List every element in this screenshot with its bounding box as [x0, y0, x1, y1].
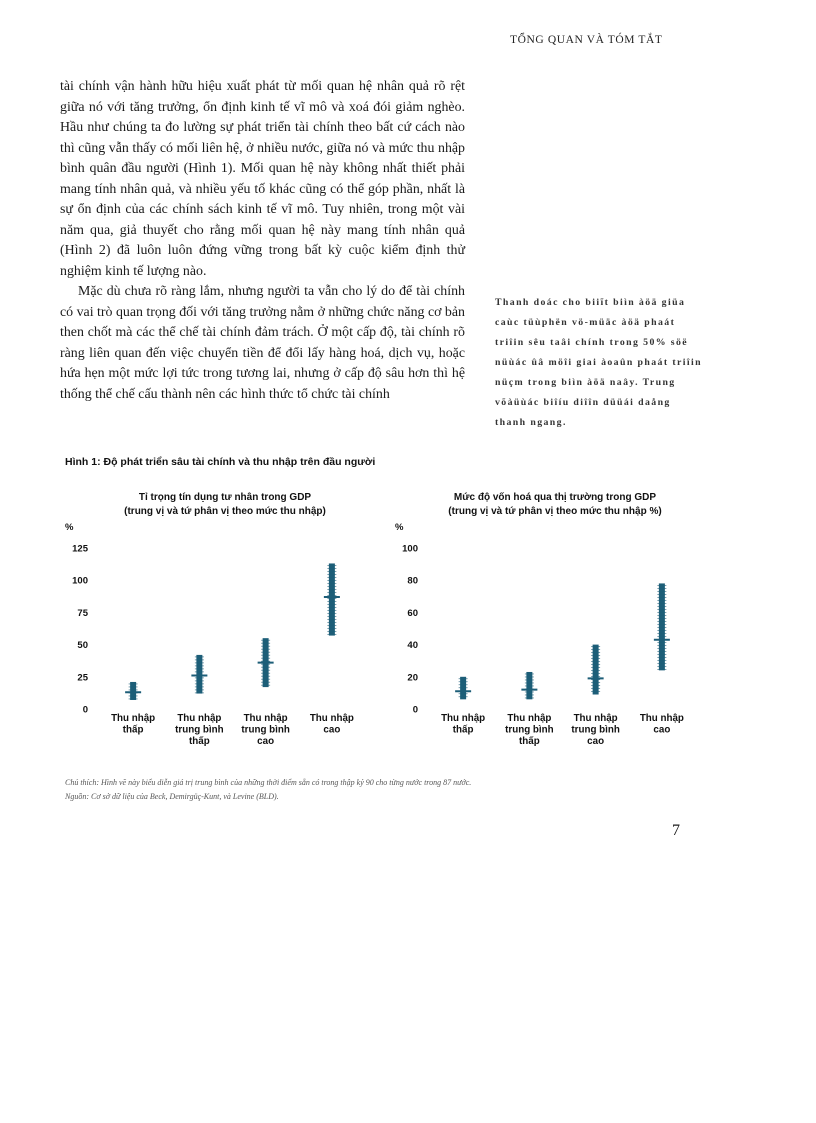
y-axis-unit: %	[395, 522, 404, 533]
x-category-label	[505, 713, 553, 747]
x-category-line: thấp	[189, 736, 210, 747]
figure-title: Hình 1: Độ phát triển sâu tài chính và thu nhập trên đầu người	[65, 456, 376, 468]
x-category-label	[111, 713, 155, 736]
x-category-line: thấp	[452, 724, 474, 736]
margin-note: Thanh doác cho biiĩt biìn àöä giüa caùc tüùphën vö-müäc àöä phaát triîin sêu taâi chính trong 50% söë nüùác ûâ möîi giai àoaûn phaát triîin nüçm trong biìn àöä naây. Trung võàüùác biîíu diîîn düüái daång thanh ngang.	[495, 297, 702, 428]
chart-title: Tỉ trọng tín dụng tư nhân trong GDP	[138, 492, 312, 503]
x-category-line: cao	[257, 736, 275, 747]
y-tick-label: 0	[412, 704, 418, 716]
paragraph-2: Mặc dù chưa rõ ràng lắm, nhưng người ta vẫn cho lý do để tài chính có vai trò quan trọng đối với tăng trưởng nằm ở những chức năng cơ bản then chốt mà các thể chế tài chính đảm trách. Ở một cấp độ, tài chính rõ ràng liên quan đến việc chuyển tiền để đổi lấy hàng hoá, dịch vụ, hoặc hứa hẹn một mức lợi tức trong tương lai, nhưng ở cấp độ sâu hơn thì hệ thống thể chế cấu thành nên các hình thức tổ chức tài chính	[60, 284, 465, 402]
running-header: TỔNG QUAN VÀ TÓM TẮT	[510, 34, 663, 46]
y-tick-label: 50	[77, 640, 88, 652]
range-bar	[130, 682, 136, 700]
chart-private-credit	[55, 480, 395, 770]
y-tick-label: 100	[402, 543, 418, 555]
range-bar-ticks	[459, 679, 468, 697]
y-tick-label: 20	[407, 672, 418, 684]
x-category-line: Thu nhập	[177, 713, 222, 724]
x-category-line: thấp	[122, 724, 144, 736]
x-category-label	[241, 713, 289, 747]
x-category-line: trung bình	[571, 724, 620, 736]
x-category-line: thấp	[519, 736, 540, 747]
x-category-label	[175, 713, 223, 747]
y-tick-label: 25	[77, 672, 88, 684]
y-tick-label: 75	[77, 607, 88, 619]
x-category-line: cao	[653, 724, 671, 736]
body-text	[60, 77, 465, 405]
x-category-line: Thu nhập	[111, 713, 156, 724]
x-category-line: trung bình	[175, 724, 224, 736]
range-bar	[196, 655, 202, 694]
x-category-line: trung bình	[505, 724, 554, 736]
chart-market-cap-svg	[385, 480, 725, 770]
y-axis-unit: %	[65, 522, 74, 533]
x-category-line: trung bình	[241, 724, 290, 736]
y-tick-label: 40	[407, 640, 418, 652]
x-category-line: Thu nhập	[243, 713, 288, 724]
y-tick-label: 60	[407, 607, 418, 619]
x-category-line: Thu nhập	[309, 713, 354, 724]
x-category-label	[640, 713, 684, 736]
figure-note: Chú thích: Hình vẽ này biểu diễn giá trị trung bình của những thời điểm sẵn có trong thập kỷ 90 cho từng nước trong 87 nước.	[65, 778, 472, 787]
figure-source: Nguồn: Cơ sở dữ liệu của Beck, Demirgüç-Kunt, và Levine (BLD).	[65, 792, 279, 801]
y-tick-label: 80	[407, 575, 418, 587]
chart-market-cap	[385, 480, 725, 770]
chart-subtitle: (trung vị và tứ phân vị theo mức thu nhập %)	[448, 506, 662, 517]
x-category-line: Thu nhập	[573, 713, 618, 724]
x-category-line: Thu nhập	[507, 713, 552, 724]
y-tick-label: 0	[82, 704, 88, 716]
chart-title: Mức độ vốn hoá qua thị trường trong GDP	[453, 492, 657, 503]
x-category-line: cao	[587, 736, 605, 747]
range-bar	[593, 645, 599, 695]
x-category-line: Thu nhập	[441, 713, 486, 724]
chart-subtitle: (trung vị và tứ phân vị theo mức thu nhập)	[124, 506, 326, 517]
y-tick-label: 100	[72, 575, 88, 587]
x-category-line: cao	[323, 724, 341, 736]
paragraph-1: tài chính vận hành hữu hiệu xuất phát từ mối quan hệ nhân quả rõ rệt giữa nó với tăng trưởng, ổn định kinh tế vĩ mô và xoá đói giảm nghèo. Hầu như chúng ta đo lường sự phát triển tài chính theo bất cứ cách nào thì cũng vẫn thấy có mối liên hệ, ở nhiều nước, giữa nó và mức thu nhập bình quân đầu người (Hình 1). Mối quan hệ này không nhất thiết phải mang tính nhân quả, và nhiều yếu tố khác cũng có thể góp phần, nhất là sự ổn định của các chính sách kinh tế vĩ mô. Tuy nhiên, trong một vài năm qua, giả thuyết cho rằng mối quan hệ này mang tính nhân quả (Hình 2) đã luôn luôn đứng vững trong bất kỳ cuộc kiểm định thử nghiệm kinh tế lượng nào.	[60, 79, 465, 279]
x-category-label	[571, 713, 619, 747]
x-category-line: Thu nhập	[639, 713, 684, 724]
chart-private-credit-svg	[55, 480, 395, 770]
y-tick-label: 125	[72, 543, 88, 555]
page-number: 7	[672, 822, 680, 839]
x-category-label	[441, 713, 485, 736]
x-category-label	[310, 713, 354, 736]
